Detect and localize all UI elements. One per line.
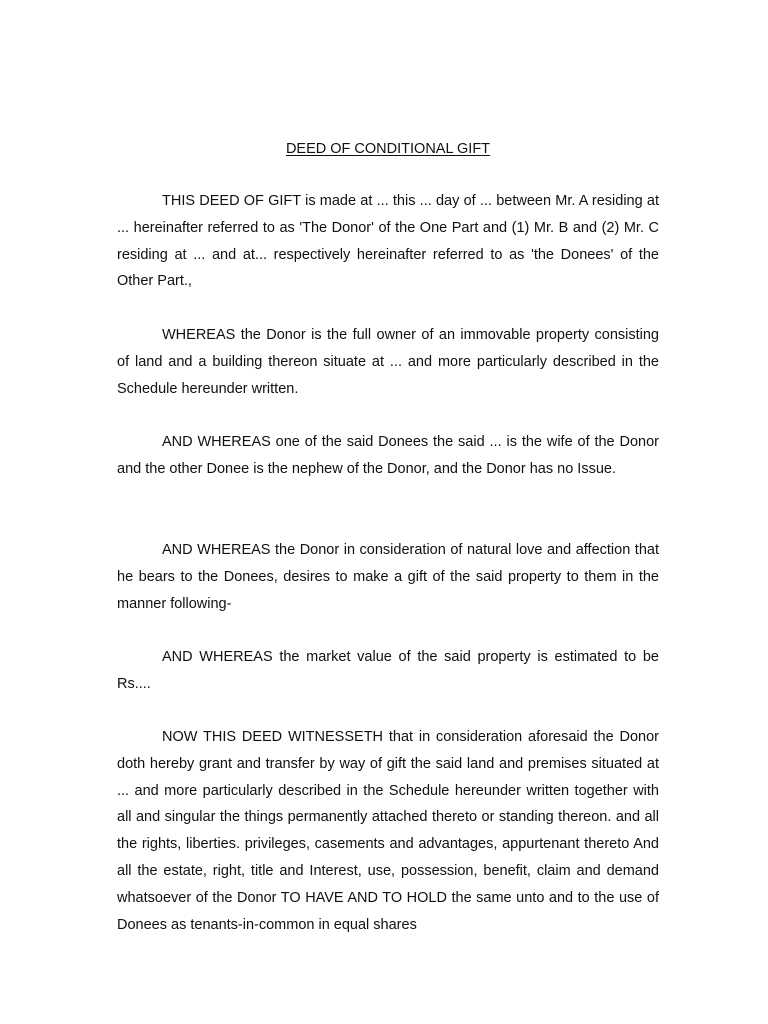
paragraph-witnesseth: NOW THIS DEED WITNESSETH that in consideration aforesaid the Donor doth hereby grant and transfer by way of gift the said land and premises situated at ... and more particularly described in the Schedule hereunder written together with all and singular the things permanently attached thereto or standing thereon. and all the rights, liberties. privileges, casements and advantages, appurtenant thereto And all the estate, right, title and Interest, use, possession, benefit, claim and demand whatsoever of the Donor TO HAVE AND TO HOLD the same unto and to the use of Donees as tenants-in-common in equal shares [117,729,659,933]
document-title: DEED OF CONDITIONAL GIFT [285,141,491,157]
paragraph-whereas-ownership: WHEREAS the Donor is the full owner of an immovable property consisting of land and a building thereon situate at ... and more particularly described in the Schedule hereunder written. [117,327,659,397]
paragraph-whereas-consideration: AND WHEREAS the Donor in consideration of natural love and affection that he bears to the Donees, desires to make a gift of the said property to them in the manner following- [117,542,659,612]
paragraph-deed-of-gift: THIS DEED OF GIFT is made at ... this ... day of ... between Mr. A residing at ... hereinafter referred to as 'The Donor' of the One Part and (1) Mr. B and (2) Mr. C residing at ... and at... respectively hereinafter referred to as 'the Donees' of the Other Part., [117,193,659,290]
paragraph-whereas-donees: AND WHEREAS one of the said Donees the said ... is the wife of the Donor and the other Donee is the nephew of the Donor, and the Donor has no Issue. [117,434,659,477]
paragraph-whereas-market-value: AND WHEREAS the market value of the said property is estimated to be Rs.... [117,649,659,692]
